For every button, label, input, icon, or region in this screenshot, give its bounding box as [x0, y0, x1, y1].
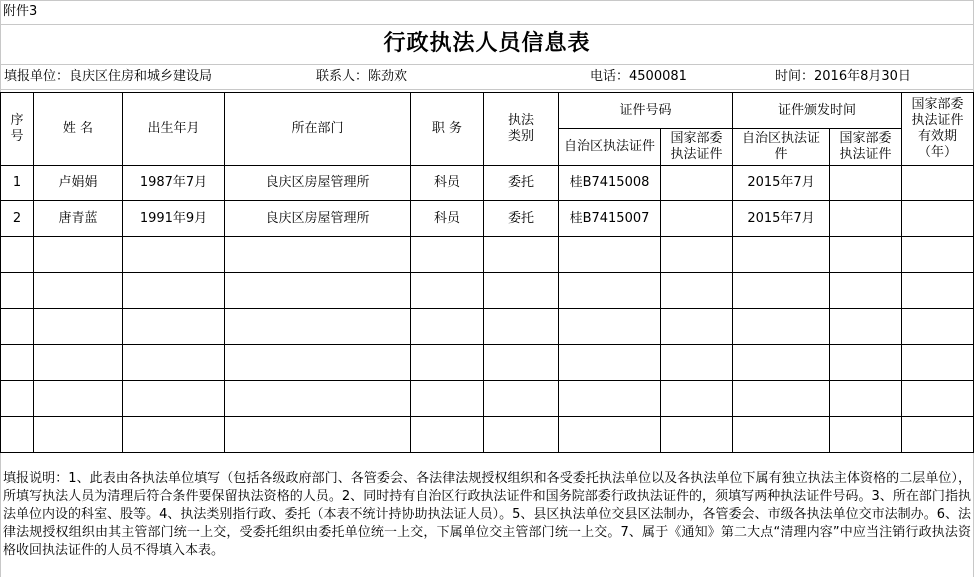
header-national-cert-date: 国家部委执法证件 [830, 129, 902, 166]
cell-birth: 1987年7月 [123, 166, 225, 201]
header-birth: 出生年月 [123, 93, 225, 166]
cell-enforcement-type: 委托 [484, 166, 559, 201]
cell-region-cert-date: 2015年7月 [733, 201, 830, 237]
cell-index: 2 [1, 201, 34, 237]
cell-department: 良庆区房屋管理所 [225, 201, 411, 237]
cell-enforcement-type: 委托 [484, 201, 559, 237]
cell-name: 唐青蓝 [34, 201, 123, 237]
table-row [1, 201, 974, 237]
personnel-table [0, 92, 974, 453]
cell-national-cert-number [661, 201, 733, 237]
page-title: 行政执法人员信息表 [383, 31, 591, 56]
contact-person: 联系人：陈劲欢 [316, 69, 408, 84]
header-enforcement-type: 执法类别 [484, 93, 559, 166]
cell-position: 科员 [411, 201, 484, 237]
table-row [1, 166, 974, 201]
cell-region-cert-number: 桂B7415008 [559, 166, 661, 201]
cell-national-cert-date [830, 201, 902, 237]
cell-national-validity [902, 201, 974, 237]
cell-name: 卢娟娟 [34, 166, 123, 201]
header-position: 职 务 [411, 93, 484, 166]
empty-row [1, 273, 974, 309]
filling-instructions: 填报说明：1、此表由各执法单位填写（包括各级政府部门、各管委会、各法律法规授权组织和各受委托执法单位以及各执法单位下属有独立执法主体资格的二层单位），所填写执法人员为清理后符合条件要保留执法资格的人员。2、同时持有自治区行政执法证件和国务院部委行政执法证件的，须填写两种执法证件号码。3、所在部门指执法单位内设的科室、股等。4、执法类别指行政、委托（本表不统计持协助执法证人员）。5、县区执法单位交县区法制办，各管委会、市级各执法单位交市法制办。6、法律法规授权组织由其主管部门统一上交，受委托组织由委托单位统一上交，下属单位交主管部门统一上交。7、属于《通知》第二大点“清理内容”中应当注销行政执法资格收回执法证件的人员不得填入本表。 [3, 471, 971, 558]
empty-row [1, 309, 974, 345]
cell-department: 良庆区房屋管理所 [225, 166, 411, 201]
cell-birth: 1991年9月 [123, 201, 225, 237]
header-national-validity: 国家部委执法证件有效期（年） [902, 93, 974, 166]
header-name: 姓 名 [34, 93, 123, 166]
cell-index: 1 [1, 166, 34, 201]
cell-national-validity [902, 166, 974, 201]
header-department: 所在部门 [225, 93, 411, 166]
report-date: 时间：2016年8月30日 [775, 69, 911, 84]
header-region-cert-date: 自治区执法证件 [733, 129, 830, 166]
header-national-cert-number: 国家部委执法证件 [661, 129, 733, 166]
header-region-cert-number: 自治区执法证件 [559, 129, 661, 166]
header-cert-number: 证件号码 [559, 93, 733, 129]
attachment-label: 附件3 [3, 4, 38, 19]
empty-row [1, 237, 974, 273]
empty-row [1, 381, 974, 417]
cell-position: 科员 [411, 166, 484, 201]
cell-region-cert-date: 2015年7月 [733, 166, 830, 201]
empty-row [1, 417, 974, 453]
cell-national-cert-number [661, 166, 733, 201]
header-index: 序号 [1, 93, 34, 166]
phone-number: 电话：4500081 [590, 69, 687, 84]
cell-national-cert-date [830, 166, 902, 201]
cell-region-cert-number: 桂B7415007 [559, 201, 661, 237]
reporting-unit: 填报单位：良庆区住房和城乡建设局 [4, 69, 213, 84]
header-cert-date: 证件颁发时间 [733, 93, 902, 129]
empty-row [1, 345, 974, 381]
